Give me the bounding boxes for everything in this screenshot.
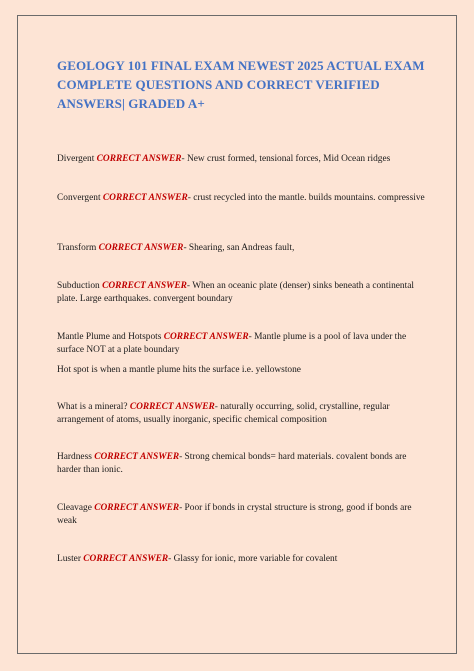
qa-mantle-plume bbox=[57, 331, 429, 357]
question: Mantle Plume and Hotspots bbox=[57, 332, 162, 342]
answer: - When an oceanic plate (denser) sinks beneath a continental plate. Large earthquakes. convergent boundary bbox=[57, 281, 414, 304]
question: Divergent bbox=[57, 154, 95, 164]
answer: - Shearing, san Andreas fault, bbox=[183, 243, 295, 253]
qa-transform bbox=[57, 242, 429, 255]
hotspot-note: Hot spot is when a mantle plume hits the surface i.e. yellowstone bbox=[57, 365, 301, 375]
answer: - Glassy for ionic, more variable for covalent bbox=[168, 554, 338, 564]
answer: - naturally occurring, solid, crystalline, regular arrangement of atoms, usually inorganic, specific chemical composition bbox=[57, 402, 390, 425]
qa-divergent bbox=[57, 153, 429, 166]
qa-cleavage bbox=[57, 502, 429, 528]
question: Convergent bbox=[57, 193, 101, 203]
qa-convergent bbox=[57, 192, 429, 205]
correct-answer-label: CORRECT ANSWER bbox=[98, 243, 184, 253]
answer: - Mantle plume is a pool of lava under the surface NOT at a plate boundary bbox=[57, 332, 407, 355]
question: Luster bbox=[57, 554, 81, 564]
question: Transform bbox=[57, 243, 97, 253]
correct-answer-label: CORRECT ANSWER bbox=[163, 332, 249, 342]
answer: - New crust formed, tensional forces, Mid Ocean ridges bbox=[181, 154, 391, 164]
qa-mineral bbox=[57, 401, 429, 427]
document-title: GEOLOGY 101 FINAL EXAM NEWEST 2025 ACTUAL EXAM COMPLETE QUESTIONS AND CORRECT VERIFIED ANSWERS| GRADED A+ bbox=[57, 58, 425, 111]
question: What is a mineral? bbox=[57, 402, 128, 412]
answer: - crust recycled into the mantle. builds mountains. compressive bbox=[187, 193, 425, 203]
correct-answer-label: CORRECT ANSWER bbox=[94, 452, 180, 462]
question: Subduction bbox=[57, 281, 100, 291]
correct-answer-label: CORRECT ANSWER bbox=[83, 554, 169, 564]
qa-subduction bbox=[57, 280, 429, 306]
qa-hardness bbox=[57, 451, 429, 477]
correct-answer-label: CORRECT ANSWER bbox=[94, 503, 180, 513]
question: Cleavage bbox=[57, 503, 92, 513]
qa-luster bbox=[57, 553, 429, 566]
question: Hardness bbox=[57, 452, 92, 462]
correct-answer-label: CORRECT ANSWER bbox=[102, 193, 188, 203]
answer: - Strong chemical bonds= hard materials. covalent bonds are harder than ionic. bbox=[57, 452, 407, 475]
correct-answer-label: CORRECT ANSWER bbox=[102, 281, 187, 291]
correct-answer-label: CORRECT ANSWER bbox=[96, 154, 182, 164]
answer: - Poor if bonds in crystal structure is strong, good if bonds are weak bbox=[57, 503, 412, 526]
correct-answer-label: CORRECT ANSWER bbox=[129, 402, 215, 412]
